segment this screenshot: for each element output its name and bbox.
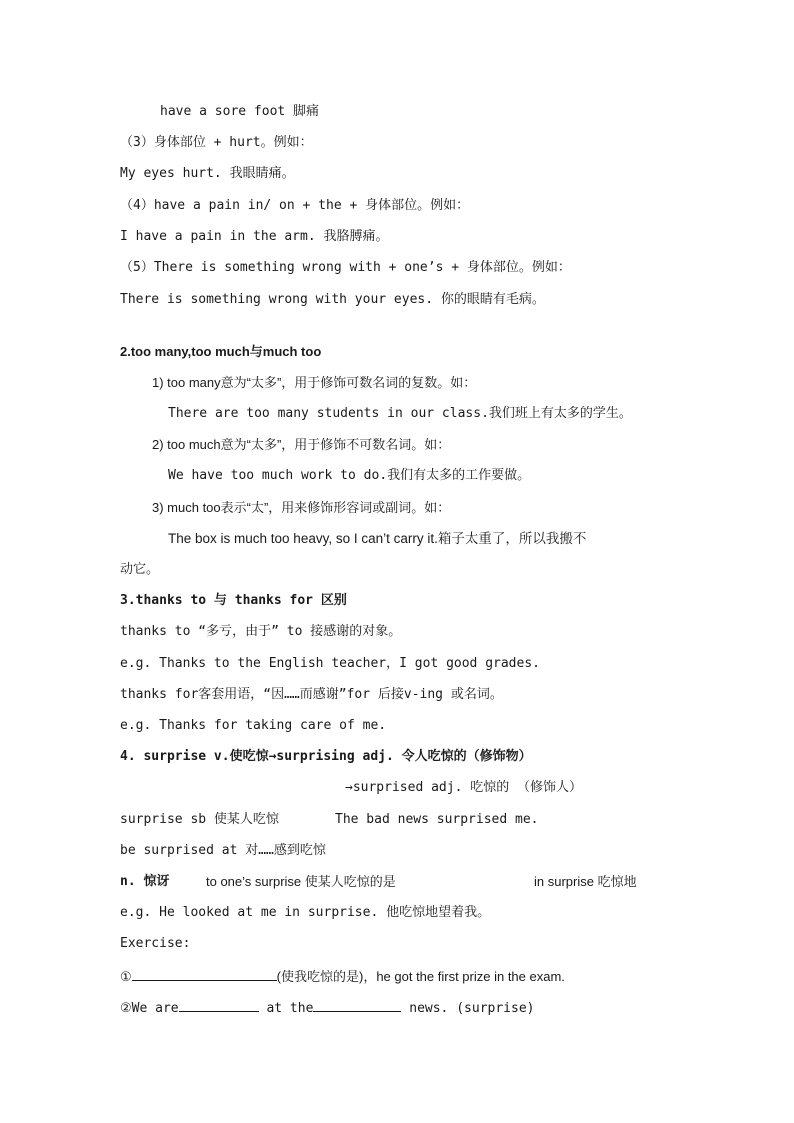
- example-line: We have too much work to do.我们有太多的工作要做。: [168, 468, 531, 483]
- text-line: e.g. He looked at me in surprise. 他吃惊地望着我。: [120, 905, 491, 920]
- text-line: have a sore foot 脚痛: [160, 104, 320, 119]
- text-line: be surprised at 对……感到吃惊: [120, 843, 326, 858]
- text-line: to one’s surprise 使某人吃惊的是: [206, 874, 396, 889]
- text-line: My eyes hurt. 我眼睛痛。: [120, 166, 295, 181]
- list-item: 2) too much意为“太多”，用于修饰不可数名词。如：: [152, 437, 451, 452]
- text-line: （5）There is something wrong with + one’s + 身体部位。例如：: [120, 260, 571, 275]
- list-item: 3) much too表示“太”，用来修饰形容词或副词。如：: [152, 500, 451, 515]
- text-line: thanks for客套用语，“因……而感谢”for 后接v-ing 或名词。: [120, 687, 503, 702]
- exercise-number: ①: [120, 970, 132, 985]
- section-heading: 4. surprise v.使吃惊→surprising adj. 令人吃惊的（修饰物）: [120, 749, 532, 764]
- text-line: There is something wrong with your eyes. 你的眼睛有毛病。: [120, 292, 545, 307]
- answer-blank[interactable]: [313, 997, 401, 1012]
- text-line: n. 惊讶: [120, 874, 170, 889]
- section-heading: 2.too many,too much与much too: [120, 344, 322, 359]
- text-line: 动它。: [120, 562, 160, 577]
- example-line: There are too many students in our class.我们班上有太多的学生。: [168, 406, 632, 421]
- text-line: （3）身体部位 + hurt。例如：: [120, 135, 313, 150]
- exercise-item: [120, 966, 565, 988]
- exercise-text: at the: [258, 1001, 314, 1016]
- answer-blank[interactable]: [179, 997, 259, 1012]
- exercise-text: ②We are: [120, 1001, 179, 1016]
- list-item: 1) too many意为“太多”，用于修饰可数名词的复数。如：: [152, 375, 477, 390]
- text-line: e.g. Thanks to the English teacher，I got good grades.: [120, 656, 540, 671]
- text-line: thanks to “多亏，由于” to 接感谢的对象。: [120, 624, 402, 639]
- text-line: （4）have a pain in/ on + the + 身体部位。例如：: [120, 198, 470, 213]
- exercise-text: news. (surprise): [401, 1001, 535, 1016]
- answer-blank[interactable]: [132, 966, 277, 981]
- text-line: e.g. Thanks for taking care of me.: [120, 718, 387, 733]
- text-line: in surprise 吃惊地: [534, 874, 637, 889]
- text-line: surprise sb 使某人吃惊: [120, 812, 279, 827]
- exercise-text: (使我吃惊的是)，he got the first prize in the exam.: [276, 969, 565, 984]
- exercise-item: [120, 997, 534, 1019]
- text-line: The bad news surprised me.: [335, 812, 539, 827]
- example-line: The box is much too heavy, so I can’t carry it.箱子太重了，所以我搬不: [168, 531, 587, 546]
- exercise-heading: Exercise:: [120, 936, 191, 951]
- text-line: →surprised adj. 吃惊的 （修饰人）: [345, 780, 583, 795]
- text-line: I have a pain in the arm. 我胳膊痛。: [120, 229, 389, 244]
- section-heading: 3.thanks to 与 thanks for 区别: [120, 593, 347, 608]
